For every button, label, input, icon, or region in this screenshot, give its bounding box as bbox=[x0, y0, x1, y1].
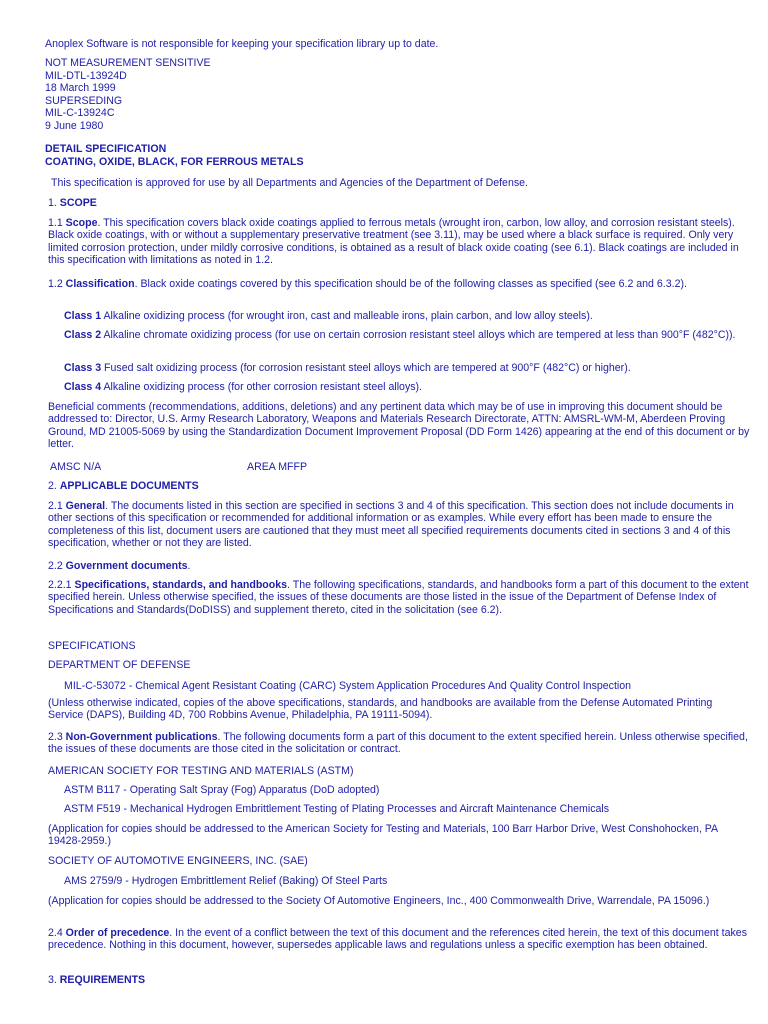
class-4-item: Class 4 Alkaline oxidizing process (for other corrosion resistant steel alloys). bbox=[64, 381, 423, 393]
ams-2759-ref: AMS 2759/9 - Hydrogen Embrittlement Relief (Baking) Of Steel Parts bbox=[64, 875, 388, 887]
document-title bbox=[45, 143, 304, 168]
paragraph-2-3: 2.3 Non-Government publications. The following documents form a part of this document to the extent specified herein. Unless otherwise specified, the issues of these documents are those cited in the solicitation or contract. bbox=[48, 731, 748, 756]
paragraph-2-4: 2.4 Order of precedence. In the event of a conflict between the text of this document and the references cited herein, the text of this document takes precedence. Nothing in this document, however, supersedes applicable laws and regulations unless a specific exemption has been obtained. bbox=[48, 927, 747, 952]
title-line-1: DETAIL SPECIFICATION bbox=[45, 143, 167, 155]
document-header bbox=[45, 57, 211, 133]
daps-paragraph: (Unless otherwise indicated, copies of the above specifications, standards, and handbooks are available from the Defense Automated Printing Service (DAPS), Building 4D, 700 Robbins Avenue, Philadelphia, PA 19111-5094). bbox=[48, 697, 713, 722]
amsc-label: AMSC N/A bbox=[50, 461, 102, 473]
comments-paragraph: Beneficial comments (recommendations, additions, deletions) and any pertinent data which may be of use in improving this document should be addressed to: Director, U.S. Army Research Laboratory, Weapons and Materials Research Directorate, ATTN: AMSRL-WM-M, Aberdeen Proving Ground, MD 21005-5069 by using the Standardization Document Improvement Proposal (DD Form 1426) appearing at the end of this document or by letter. bbox=[48, 401, 750, 451]
superseded-number: MIL-C-13924C bbox=[45, 107, 115, 120]
superseded-date: 9 June 1980 bbox=[45, 119, 104, 132]
approval-statement: This specification is approved for use by all Departments and Agencies of the Department of Defense. bbox=[51, 177, 528, 189]
dod-label: DEPARTMENT OF DEFENSE bbox=[48, 659, 191, 671]
class-3-item: Class 3 Fused salt oxidizing process (for corrosion resistant steel alloys which are tempered at 900°F (482°C) or higher). bbox=[64, 362, 631, 374]
specifications-label: SPECIFICATIONS bbox=[48, 640, 136, 652]
document-number: MIL-DTL-13924D bbox=[45, 69, 127, 82]
paragraph-1-2: 1.2 Classification. Black oxide coatings covered by this specification should be of the following classes as specified (see 6.2 and 6.3.2). bbox=[48, 278, 687, 290]
sae-address: (Application for copies should be addressed to the Society Of Automotive Engineers, Inc., 400 Commonwealth Drive, Warrendale, PA 15096.) bbox=[48, 895, 710, 907]
sae-label: SOCIETY OF AUTOMOTIVE ENGINEERS, INC. (SAE) bbox=[48, 855, 308, 867]
paragraph-2-2-1: 2.2.1 Specifications, standards, and handbooks. The following specifications, standards, and handbooks form a part of this document to the extent specified herein. Unless otherwise specified, the issues of these documents are those listed in the issue of the Department of Defense Index of Specifications and Standards(DoDISS) and supplement thereto, cited in the solicitation (see 6.2). bbox=[48, 579, 749, 616]
class-1-item: Class 1 Alkaline oxidizing process (for wrought iron, cast and malleable irons, plain carbon, and low alloy steels). bbox=[64, 310, 593, 322]
superseding-label: SUPERSEDING bbox=[45, 94, 123, 107]
area-label: AREA MFFP bbox=[247, 461, 308, 473]
class-2-item: Class 2 Alkaline chromate oxidizing process (for use on certain corrosion resistant steel alloys which are tempered at less than 900°F (482°C)). bbox=[64, 329, 736, 341]
disclaimer: Anoplex Software is not responsible for keeping your specification library up to date. bbox=[45, 38, 439, 50]
astm-b117-ref: ASTM B117 - Operating Salt Spray (Fog) Apparatus (DoD adopted) bbox=[64, 784, 380, 796]
astm-f519-ref: ASTM F519 - Mechanical Hydrogen Embrittlement Testing of Plating Processes and Aircraft Maintenance Chemicals bbox=[64, 803, 610, 815]
document-date: 18 March 1999 bbox=[45, 82, 116, 95]
astm-label: AMERICAN SOCIETY FOR TESTING AND MATERIALS (ASTM) bbox=[48, 765, 354, 777]
section-1-heading: 1. SCOPE bbox=[48, 197, 97, 209]
paragraph-2-1: 2.1 General. The documents listed in this section are specified in sections 3 and 4 of this specification. This section does not include documents in other sections of this specification or recommended for additional information or as examples. While every effort has been made to ensure the completeness of this list, document users are cautioned that they must meet all specified requirements documents cited in sections 3 and 4 of this specification, whether or not they are listed. bbox=[48, 500, 734, 550]
title-line-2: COATING, OXIDE, BLACK, FOR FERROUS METALS bbox=[45, 155, 304, 168]
section-2-heading: 2. APPLICABLE DOCUMENTS bbox=[48, 480, 199, 492]
paragraph-2-2: 2.2 Government documents. bbox=[48, 560, 191, 572]
astm-address: (Application for copies should be addressed to the American Society for Testing and Materials, 100 Barr Harbor Drive, West Conshohocken, PA 19428-2959.) bbox=[48, 823, 718, 848]
section-3-heading: 3. REQUIREMENTS bbox=[48, 974, 146, 986]
measurement-note: NOT MEASUREMENT SENSITIVE bbox=[45, 57, 211, 69]
mil-c-53072-ref: MIL-C-53072 - Chemical Agent Resistant Coating (CARC) System Application Procedures And Quality Control Inspection bbox=[64, 680, 632, 692]
paragraph-1-1: 1.1 Scope. This specification covers black oxide coatings applied to ferrous metals (wrought iron, carbon, low alloy, and corrosion resistant steels). Black oxide coatings, with or without a supplementary preservative treatment (see 3.11), may be used where a black surface is required. Only very limited corrosion protection, under mildly corrosive conditions, is obtained as a result of black oxide coating (see 6.1). Black coatings are included in this specification with limitations as noted in 1.2. bbox=[48, 217, 739, 267]
